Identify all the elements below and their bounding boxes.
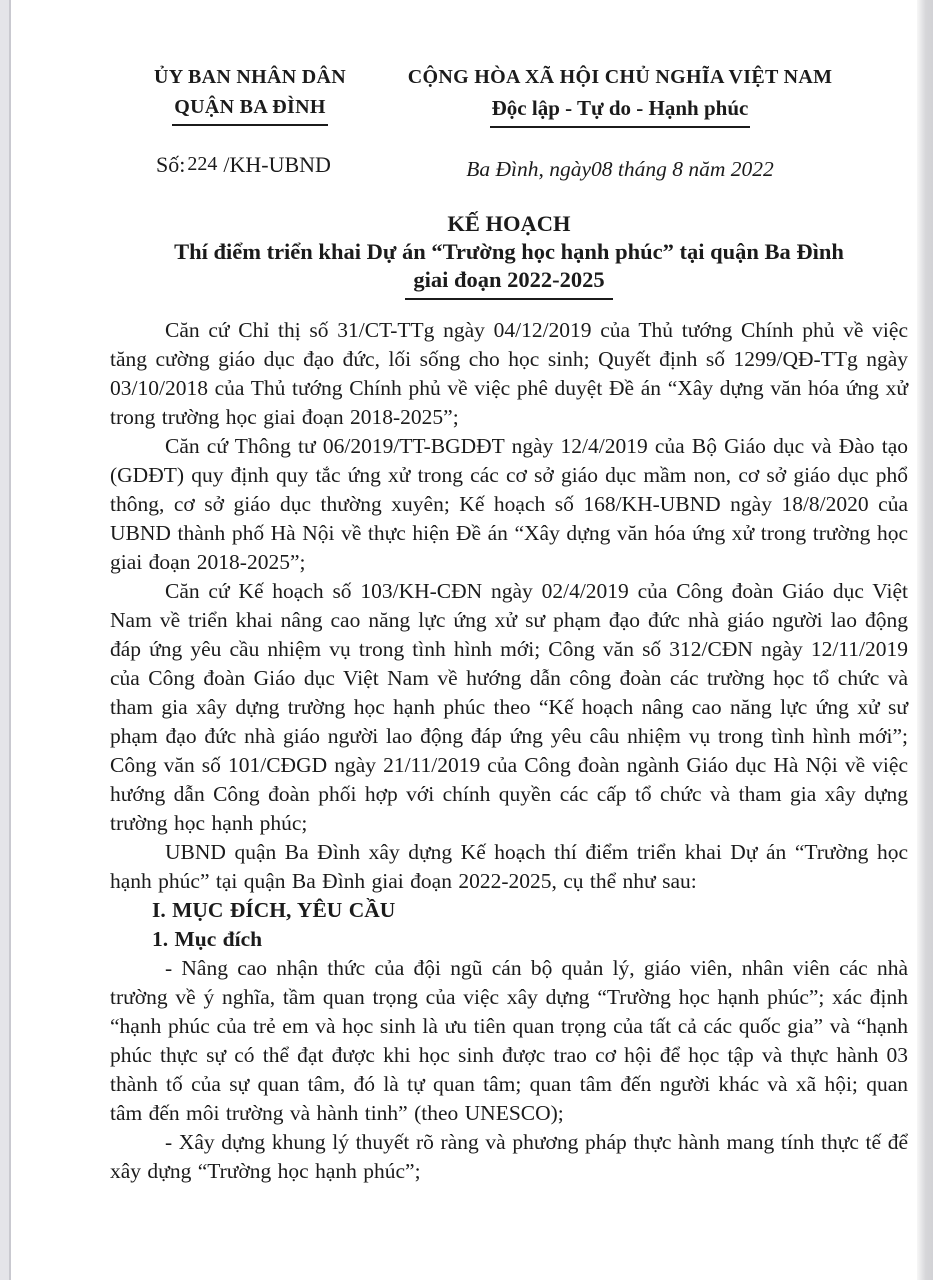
issuing-authority-line2 [110, 92, 390, 126]
left-page-edge-strip [0, 0, 11, 1280]
document-number-suffix: /KH-UBND [223, 152, 331, 177]
document-type-title: KẾ HOẠCH [447, 211, 571, 236]
national-title-line: CỘNG HÒA XÃ HỘI CHỦ NGHĨA VIỆT NAM [407, 66, 833, 88]
document-subject-underlined-text: giai đoạn 2022-2025 [405, 266, 612, 300]
legal-basis-paragraph-2: Căn cứ Thông tư 06/2019/TT-BGDĐT ngày 12/4/2019 của Bộ Giáo dục và Đào tạo (GDĐT) quy định quy tắc ứng xử trong các cơ sở giáo dục mầm non, cơ sở giáo dục phổ thông, cơ sở giáo dục thường xuyên; Kế hoạch số 168/KH-UBND ngày 18/8/2020 của UBND thành phố Hà Nội về thực hiện Đề án “Xây dựng văn hóa ứng xử trong trường học giai đoạn 2018-2025”; [110, 434, 908, 574]
document-subject-line1: Thí điểm triển khai Dự án “Trường học hạnh phúc” tại quận Ba Đình [174, 239, 844, 264]
document-content [110, 0, 908, 1186]
plan-intro-paragraph: UBND quận Ba Đình xây dựng Kế hoạch thí điểm triển khai Dự án “Trường học hạnh phúc” tại quận Ba Đình giai đoạn 2022-2025, cụ thể như sau: [110, 840, 908, 893]
national-motto-underlined-text: Độc lập - Tự do - Hạnh phúc [490, 92, 751, 128]
national-header-block [390, 62, 850, 184]
right-page-edge-strip [917, 0, 933, 1280]
place-date-line: Ba Đình, ngày08 tháng 8 năm 2022 [466, 157, 774, 181]
document-number-line [110, 150, 390, 181]
purpose-item-2: - Xây dựng khung lý thuyết rõ ràng và phương pháp thực hành mang tính thực tế để xây dựng “Trường học hạnh phúc”; [110, 1130, 908, 1183]
document-title [110, 210, 908, 300]
issuing-authority-underlined-text: QUẬN BA ĐÌNH [172, 92, 327, 126]
purpose-item-1: - Nâng cao nhận thức của đội ngũ cán bộ quản lý, giáo viên, nhân viên các nhà trường về ý nghĩa, tầm quan trọng của việc xây dựng “Trường học hạnh phúc”; xác định “hạnh phúc của trẻ em và học sinh là ưu tiên quan trọng của tất cả các quốc gia” và “hạnh phúc thực sự có thể đạt được khi học sinh được trao cơ hội để học tập và thực hành 03 thành tố của sự quan tâm, đó là tự quan tâm; quan tâm đến người khác và xã hội; quan tâm đến môi trường và hành tinh” (theo UNESCO); [110, 956, 908, 1125]
legal-basis-paragraph-3: Căn cứ Kế hoạch số 103/KH-CĐN ngày 02/4/2019 của Công đoàn Giáo dục Việt Nam về triển khai nâng cao năng lực ứng xử sư phạm đạo đức nhà giáo người lao động đáp ứng yêu cầu nhiệm vụ trong tình hình mới; Công văn số 312/CĐN ngày 12/11/2019 của Công đoàn Giáo dục Việt Nam về hướng dẫn công đoàn các trường học tổ chức và tham gia xây dựng trường học hạnh phúc theo “Kế hoạch nâng cao năng lực ứng xử sư phạm đạo đức nhà giáo người lao động đáp ứng yêu câu nhiệm vụ trong tình hình mới”; Công văn số 101/CĐGD ngày 21/11/2019 của Công đoàn ngành Giáo dục Hà Nội về việc hướng dẫn Công đoàn phối hợp với chính quyền các cấp tổ chức và tham gia xây dựng trường học hạnh phúc; [110, 579, 908, 835]
national-motto-line [390, 92, 850, 128]
section-heading-purpose-requirements: I. MỤC ĐÍCH, YÊU CẦU [152, 898, 396, 922]
issuing-authority-block [110, 62, 390, 184]
issuing-authority-line1: ỦY BAN NHÂN DÂN [153, 66, 347, 88]
document-number-value: 224 [187, 153, 218, 175]
subsection-heading-purpose: 1. Mục đích [152, 927, 263, 951]
document-body [110, 316, 908, 1186]
document-header [110, 62, 908, 184]
document-subject-line2 [110, 266, 908, 300]
legal-basis-paragraph-1: Căn cứ Chỉ thị số 31/CT-TTg ngày 04/12/2019 của Thủ tướng Chính phủ về việc tăng cường giáo dục đạo đức, lối sống cho học sinh; Quyết định số 1299/QĐ-TTg ngày 03/10/2018 của Thủ tướng Chính phủ về việc phê duyệt Đề án “Xây dựng văn hóa ứng xử trong trường học giai đoạn 2018-2025”; [110, 318, 908, 429]
document-number-prefix: Số: [156, 152, 186, 177]
